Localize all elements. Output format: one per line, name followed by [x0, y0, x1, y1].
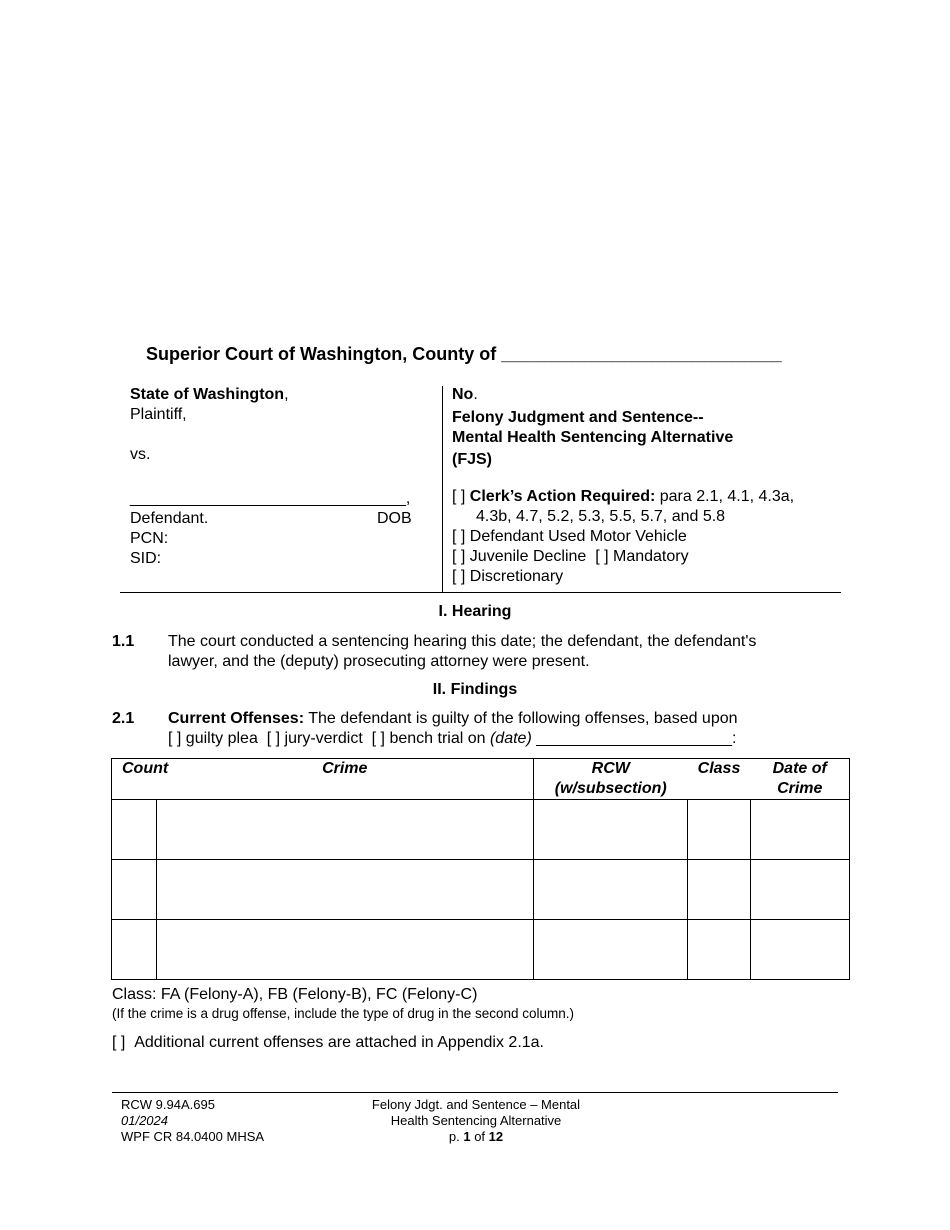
- current-offenses-text: The defendant is guilty of the following offenses, based upon: [304, 710, 738, 727]
- cell-crime[interactable]: [157, 800, 534, 860]
- cell-count[interactable]: [112, 860, 157, 920]
- plea-options-row: [168, 729, 736, 749]
- defendant-label: Defendant.: [130, 510, 209, 527]
- discretionary-label: Discretionary: [469, 568, 564, 585]
- case-number-period: .: [473, 386, 478, 403]
- sid-label: SID:: [130, 550, 162, 567]
- mandatory-checkbox[interactable]: [ ]: [595, 548, 609, 565]
- cell-rcw[interactable]: [534, 920, 688, 980]
- page-total: 12: [488, 1129, 504, 1144]
- motor-vehicle-label: Defendant Used Motor Vehicle: [469, 528, 687, 545]
- header-date-line-1: Date of: [772, 760, 827, 777]
- bench-trial-label: bench trial on: [389, 730, 486, 747]
- document-title-line-2: Mental Health Sentencing Alternative: [452, 429, 734, 446]
- table-row: [112, 860, 850, 920]
- defendant-name-line: _______________________________,: [130, 490, 411, 507]
- cell-rcw[interactable]: [534, 800, 688, 860]
- footer-date: 01/2024: [121, 1113, 168, 1128]
- juvenile-decline-label: Juvenile Decline: [469, 548, 587, 565]
- header-rcw-line-2: (w/subsection): [554, 780, 667, 797]
- footer-title-line-2: Health Sentencing Alternative: [390, 1113, 562, 1128]
- clerk-action-label: Clerk’s Action Required:: [469, 488, 656, 505]
- bench-trial-checkbox[interactable]: [ ]: [371, 730, 385, 747]
- cell-date[interactable]: [751, 860, 850, 920]
- paragraph-1-1-text-line-1: The court conducted a sentencing hearing this date; the defendant, the defendant's: [168, 633, 757, 650]
- footer-left: [121, 1097, 264, 1145]
- juvenile-decline-checkbox[interactable]: [ ]: [452, 548, 466, 565]
- case-number-label: No: [452, 386, 474, 403]
- date-label: (date): [489, 730, 532, 747]
- discretionary-checkbox[interactable]: [ ]: [452, 568, 466, 585]
- section-findings-heading: II. Findings: [432, 681, 518, 698]
- offense-table-header-row: [112, 759, 850, 800]
- paragraph-1-1-number: 1.1: [112, 633, 135, 650]
- footer-title-line-1: Felony Jdgt. and Sentence – Mental: [371, 1097, 581, 1112]
- guilty-plea-checkbox[interactable]: [ ]: [168, 730, 182, 747]
- paragraph-2-1-number: 2.1: [112, 710, 135, 727]
- cell-date[interactable]: [751, 920, 850, 980]
- paragraph-1-1-text-line-2: lawyer, and the (deputy) prosecuting attorney were present.: [168, 653, 590, 670]
- header-count: Count: [112, 759, 157, 800]
- appendix-checkbox[interactable]: [ ]: [112, 1034, 126, 1051]
- pcn-label: PCN:: [130, 530, 169, 547]
- cell-count[interactable]: [112, 920, 157, 980]
- versus-label: vs.: [130, 446, 151, 463]
- footer-rule: [112, 1092, 838, 1093]
- footer-center: [326, 1097, 626, 1145]
- cell-rcw[interactable]: [534, 860, 688, 920]
- header-crime: Crime: [157, 759, 534, 800]
- footer-rcw: RCW 9.94A.695: [121, 1097, 215, 1112]
- caption-left: [130, 385, 430, 569]
- dob-label: DOB: [377, 510, 412, 527]
- offense-table: [111, 758, 850, 980]
- class-legend: Class: FA (Felony-A), FB (Felony-B), FC (Felony-C): [112, 986, 478, 1003]
- caption-right: [452, 385, 852, 587]
- header-class: Class: [688, 759, 751, 800]
- cell-count[interactable]: [112, 800, 157, 860]
- mandatory-label: Mandatory: [613, 548, 689, 565]
- header-rcw-line-1: RCW: [591, 760, 630, 777]
- drug-offense-note: (If the crime is a drug offense, include the type of drug in the second column.): [112, 1006, 575, 1021]
- cell-class[interactable]: [688, 800, 751, 860]
- page-of: of: [470, 1129, 489, 1144]
- plaintiff-role: Plaintiff,: [130, 406, 187, 423]
- cell-date[interactable]: [751, 800, 850, 860]
- cell-crime[interactable]: [157, 860, 534, 920]
- footer-page-number: [326, 1129, 626, 1145]
- header-date: [751, 759, 850, 800]
- document-title-abbrev: (FJS): [452, 451, 492, 468]
- clerk-action-checkbox[interactable]: [ ]: [452, 488, 466, 505]
- appendix-row: [112, 1033, 544, 1053]
- caption-vertical-divider: [442, 386, 443, 592]
- page-prefix: p.: [448, 1129, 464, 1144]
- header-rcw: [534, 759, 688, 800]
- caption-bottom-rule: [120, 592, 841, 593]
- header-date-line-2: Crime: [777, 780, 823, 797]
- clerk-action-text-cont: 4.3b, 4.7, 5.2, 5.3, 5.5, 5.7, and 5.8: [476, 508, 726, 525]
- court-title: Superior Court of Washington, County of ____________________________: [146, 344, 782, 364]
- document-title-line-1: Felony Judgment and Sentence--: [452, 409, 704, 426]
- plaintiff-comma: ,: [284, 386, 289, 403]
- table-row: [112, 920, 850, 980]
- date-blank[interactable]: ______________________:: [536, 730, 737, 747]
- page-current: 1: [463, 1129, 471, 1144]
- table-row: [112, 800, 850, 860]
- cell-crime[interactable]: [157, 920, 534, 980]
- plaintiff-name: State of Washington: [130, 386, 285, 403]
- footer-form-id: WPF CR 84.0400 MHSA: [121, 1129, 265, 1144]
- current-offenses-label: Current Offenses:: [168, 710, 305, 727]
- cell-class[interactable]: [688, 860, 751, 920]
- appendix-text: Additional current offenses are attached in Appendix 2.1a.: [134, 1034, 544, 1051]
- cell-class[interactable]: [688, 920, 751, 980]
- jury-verdict-checkbox[interactable]: [ ]: [266, 730, 281, 747]
- guilty-plea-label: guilty plea: [185, 730, 258, 747]
- clerk-action-text: para 2.1, 4.1, 4.3a,: [655, 488, 795, 505]
- jury-verdict-label: jury-verdict: [284, 730, 363, 747]
- section-hearing-heading: I. Hearing: [438, 603, 512, 620]
- motor-vehicle-checkbox[interactable]: [ ]: [452, 528, 466, 545]
